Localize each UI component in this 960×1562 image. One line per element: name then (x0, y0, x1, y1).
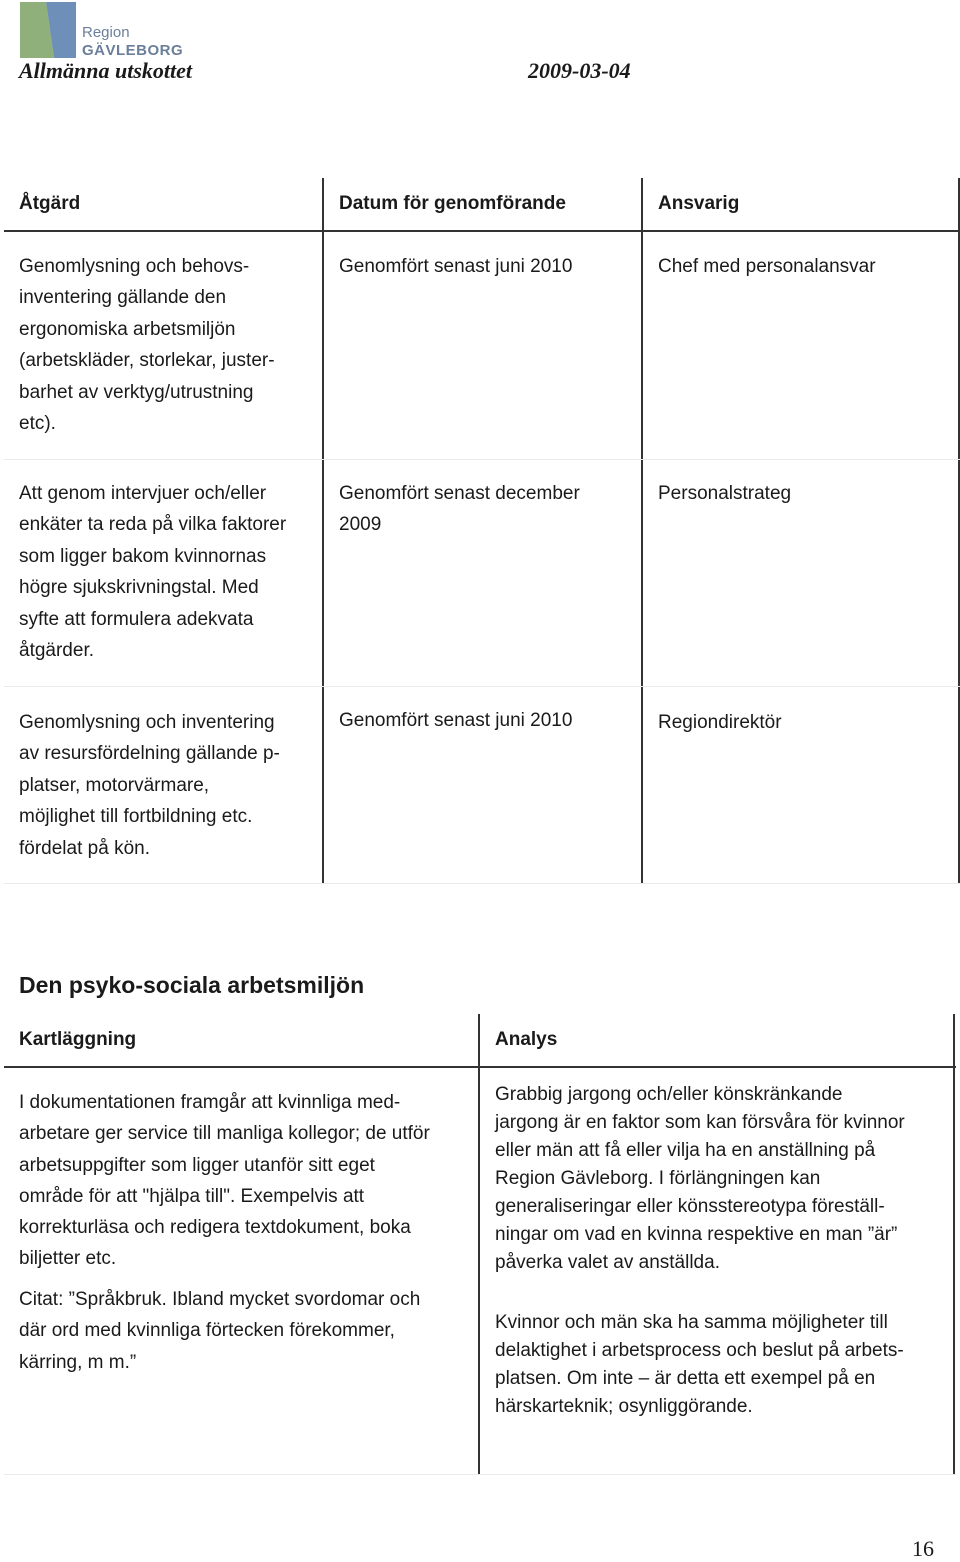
analysis-paragraph-2: Kvinnor och män ska ha samma möjligheter till delaktighet i arbetsprocess och beslut på arbets- platsen. Om inte – är detta ett exempel på en härskarteknik; osynliggörande. (495, 1312, 904, 1417)
row-divider (4, 686, 960, 687)
row-divider (4, 1474, 956, 1475)
column-divider (953, 1014, 955, 1475)
header-divider (4, 1066, 956, 1068)
column-header-action: Åtgärd (19, 193, 81, 214)
page-number: 16 (912, 1536, 934, 1561)
section-title: Den psyko-sociala arbetsmiljön (19, 972, 365, 998)
table-row-2-action: Att genom intervjuer och/eller enkäter ta reda på vilka faktorer som ligger bakom kvinnornas högre sjukskrivningstal. Med syfte att formulera adekvata åtgärder. (19, 483, 287, 662)
header-divider (4, 230, 960, 232)
column-header-date: Datum för genomförande (339, 193, 566, 214)
table-row-1-responsible: Chef med personalansvar (658, 256, 876, 277)
column-divider (478, 1014, 480, 1475)
logo-text-gavleborg: GÄVLEBORG (82, 42, 184, 59)
mapping-paragraph-2-quote: Citat: ”Språkbruk. Ibland mycket svordomar och där ord med kvinnliga förtecken förekommer, kärring, m m.” (19, 1289, 421, 1373)
row-divider (4, 459, 960, 460)
committee-name: Allmänna utskottet (19, 58, 192, 83)
analysis-paragraph-1: Grabbig jargong och/eller könskränkande jargong är en faktor som kan försvåra för kvinnor eller män att få eller vilja ha en anställning på Region Gävleborg. I förlängningen kan generaliseringar eller könsstereotypa föreställ- ningar om vad en kvinna respektive en man ”är” påverka valet av anställda. (495, 1084, 905, 1273)
document-date: 2009-03-04 (528, 58, 631, 83)
logo-text-region: Region (82, 24, 130, 41)
table-row-2-date: Genomfört senast december 2009 (339, 483, 580, 536)
column-divider (322, 178, 324, 884)
mapping-paragraph-1: I dokumentationen framgår att kvinnliga med- arbetare ger service till manliga kollegor; de utför arbetsuppgifter som ligger utanför sitt eget område för att "hjälpa till". Exempelvis att korrekturläsa och redigera textdokument, boka biljetter etc. (19, 1092, 430, 1270)
column-header-responsible: Ansvarig (658, 193, 740, 214)
table-row-1-action: Genomlysning och behovs- inventering gällande den ergonomiska arbetsmiljön (arbetskläder, storlekar, juster- barhet av verktyg/utrustning etc). (19, 256, 275, 435)
table-row-3-responsible: Regiondirektör (658, 712, 782, 733)
column-divider (958, 178, 960, 884)
table-row-3-action: Genomlysning och inventering av resursfördelning gällande p- platser, motorvärmare, möjlighet till fortbildning etc. fördelat på kön. (19, 712, 280, 859)
table-row-2-responsible: Personalstrateg (658, 483, 792, 504)
column-header-mapping: Kartläggning (19, 1029, 137, 1050)
row-divider (4, 883, 960, 884)
column-header-analysis: Analys (495, 1029, 558, 1050)
action-table (4, 178, 960, 884)
column-divider (641, 178, 643, 884)
logo-mark-icon (20, 2, 80, 58)
mapping-analysis-table (4, 1014, 956, 1475)
table-row-3-date: Genomfört senast juni 2010 (339, 710, 573, 731)
table-row-1-date: Genomfört senast juni 2010 (339, 256, 573, 277)
region-gavleborg-logo (20, 2, 184, 59)
